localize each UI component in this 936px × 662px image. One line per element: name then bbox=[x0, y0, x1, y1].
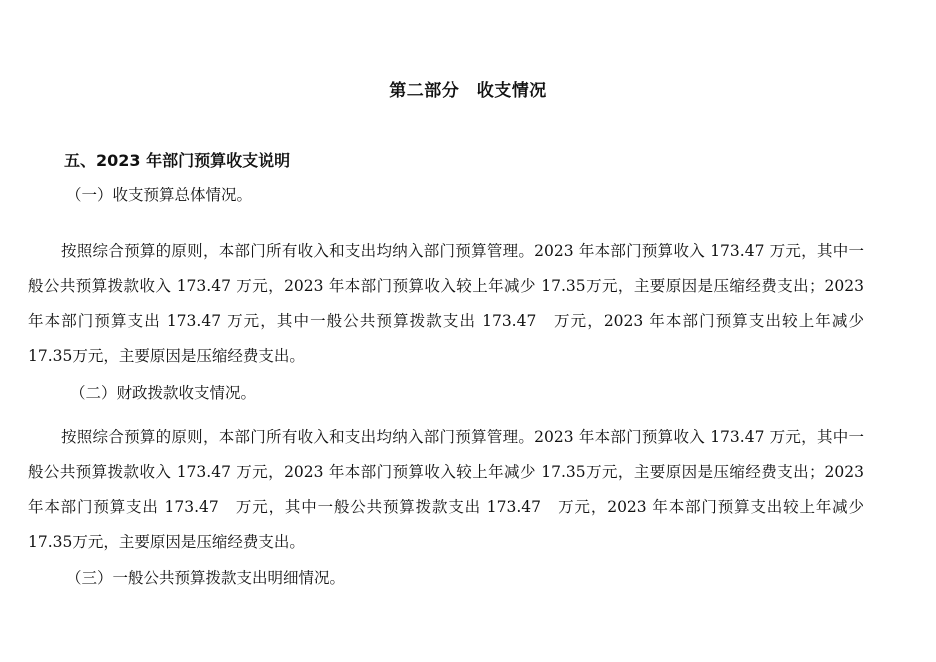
subsection-heading-1: （一）收支预算总体情况。 bbox=[66, 186, 253, 204]
part-title: 第二部分 收支情况 bbox=[389, 81, 547, 101]
section-heading: 五、2023 年部门预算收支说明 bbox=[64, 151, 291, 170]
subsection-paragraph-2: 按照综合预算的原则，本部门所有收入和支出均纳入部门预算管理。2023 年本部门预算收入 173.47 万元，其中一般公共预算拨款收入 173.47 万元，2023 年本部门预算收入较上年减少 17.35万元，主要原因是压缩经费支出；2023 年本部门预算支出 173.47 万元，其中一般公共预算拨款支出 173.47 万元，2023 年本部门预算支出较上年减少 17.35万元，主要原因是压缩经费支出。 bbox=[28, 428, 864, 551]
subsection-heading-3: （三）一般公共预算拨款支出明细情况。 bbox=[66, 569, 346, 587]
subsection-paragraph-1: 按照综合预算的原则，本部门所有收入和支出均纳入部门预算管理。2023 年本部门预算收入 173.47 万元，其中一般公共预算拨款收入 173.47 万元，2023 年本部门预算收入较上年减少 17.35万元，主要原因是压缩经费支出；2023 年本部门预算支出 173.47 万元，其中一般公共预算拨款支出 173.47 万元，2023 年本部门预算支出较上年减少 17.35万元，主要原因是压缩经费支出。 bbox=[28, 242, 864, 365]
subsection-heading-2: （二）财政拨款收支情况。 bbox=[70, 384, 257, 402]
